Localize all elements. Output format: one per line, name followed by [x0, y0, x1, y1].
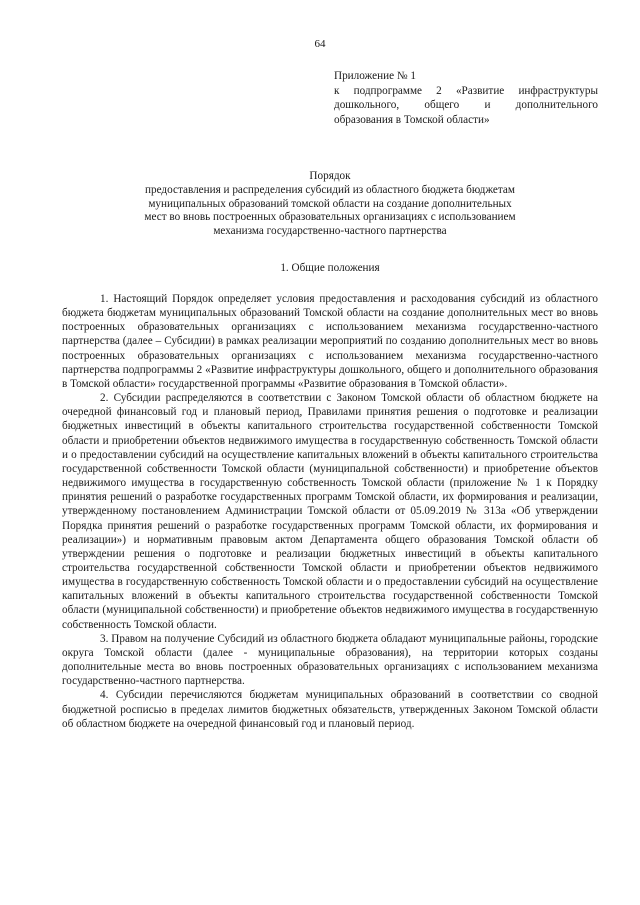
- paragraph-1: 1. Настоящий Порядок определяет условия предоставления и расходования субсидий из областного бюджета бюджетам муниципальных образований Томской области на создание дополнительных мест во вновь построенных образовательных организациях с использованием механизма государственно-частного партнерства (далее – Субсидии) в рамках реализации мероприятий по созданию дополнительных мест во вновь построенных образовательных организациях с использованием механизма государственно-частного партнерства подпрограммы 2 «Развитие инфраструктуры дошкольного, общего и дополнительного образования в Томской области» государственной программы «Развитие образования в Томской области».: [62, 293, 598, 390]
- paragraph-3: 3. Правом на получение Субсидий из областного бюджета обладают муниципальные районы, городские округа Томской области (далее - муниципальные образования), на территории которых созданы дополнительные места во вновь построенных образовательных организациях с использованием механизма государственно-частного партнерства.: [62, 632, 598, 688]
- appendix-line: к подпрограмме 2 «Развитие инфраструктуры: [334, 84, 598, 97]
- paragraph-4: 4. Субсидии перечисляются бюджетам муниципальных образований в соответствии со сводной бюджетной росписью в пределах лимитов бюджетных обязательств, утвержденных Законом Томской области об областном бюджете на очередной финансовый год и плановый период.: [62, 689, 598, 730]
- title-line: мест во вновь построенных образовательных организациях с использованием: [144, 211, 516, 224]
- appendix-line: дошкольного, общего и дополнительного: [334, 99, 598, 111]
- body-text: [62, 292, 598, 731]
- title-line: предоставления и распределения субсидий из областного бюджета бюджетам: [145, 183, 515, 196]
- title-line: муниципальных образований томской области на создание дополнительных: [148, 197, 512, 210]
- appendix-title: Приложение № 1: [334, 70, 416, 82]
- page-number: 64: [314, 38, 326, 50]
- appendix-line: образования в Томской области»: [334, 113, 490, 126]
- appendix-block: [334, 69, 598, 127]
- title-heading: Порядок: [309, 170, 351, 182]
- paragraph-2: 2. Субсидии распределяются в соответствии с Законом Томской области об областном бюджете на очередной финансовый год и плановый период, Правилами принятия решения о подготовке и реализации бюджетных инвестиций в объекты капитального строительства государственной собственности Томской области и приобретении объектов недвижимого имущества в государственную собственность Томской области и о предоставлении субсидий на осуществление капитальных вложений в объекты капитального строительства государственной собственности Томской области (муниципальной собственности) и приобретение объектов недвижимого имущества в государственную собственность Томской области (приложение № 1 к Порядку принятия решений о разработке государственных программ Томской области, их формирования и реализации, утвержденному постановлением Администрации Томской области от 05.09.2019 № 313а «Об утверждении Порядка принятия решений о разработке государственных программ Томской области, их формирования и реализации») и нормативным правовым актом Департамента общего образования Томской области об утверждении решения о подготовке и реализации бюджетных инвестиций в объекты капитального строительства государственной собственности Томской области и приобретении объектов недвижимого имущества в государственную собственность Томской области и о предоставлении субсидий на осуществление капитальных вложений в объекты капитального строительства государственной собственности Томской области (муниципальной собственности) и приобретение объектов недвижимого имущества в государственную собственность Томской области.: [62, 392, 598, 631]
- section-heading: 1. Общие положения: [280, 262, 380, 274]
- title-line: механизма государственно-частного партнерства: [213, 225, 447, 238]
- document-title: [62, 170, 598, 239]
